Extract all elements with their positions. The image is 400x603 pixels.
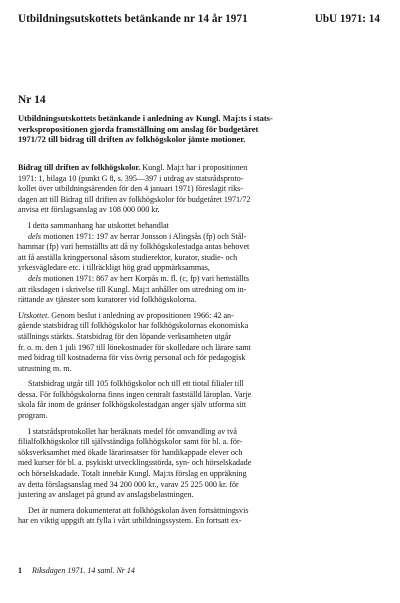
paragraph-line: kollet över utbildningsärenden för den 4 januari 1971) föreslagit riks- [18,184,243,194]
paragraph-line [18,232,382,243]
paragraph-line: rättande av tjänster som kuratorer vid folkhögskolorna. [18,295,197,305]
report-number: Nr 14 [18,94,46,106]
paragraph-line: ställnings stärkts. Statsbidrag för den löpande verksamheten utgår [18,331,232,341]
line-text: Kungl. Maj:t har i propositionen [140,163,248,172]
running-header-code: UbU 1971: 14 [314,13,380,25]
paragraph-line: utrustning m. m. [18,363,72,373]
paragraph-protocol [18,427,382,501]
paragraph-line: gående statsbidrag till folkhögskolor har folkhögskolornas ekonomiska [18,321,249,331]
paragraph-line: Det är numera dokumenterat att folkhögskolan även fortsättningsvis [28,505,249,515]
line-text: motionen 1971: 197 av herrar Jonsson i Alingsås (fp) och Stål- [41,231,247,241]
paragraph-line [18,274,382,285]
intro-line: verkspropositionen gjorda framställning om anslag för budgetåret [18,123,259,134]
paragraph-line: har en viktig uppgift att fylla i vårt utbildningssystem. En fortsatt ex- [18,516,242,526]
paragraph-line: I detta sammanhang har utskottet behandlat [28,220,169,230]
paragraph-proposal [18,163,382,216]
paragraph-line: filialfolkhögskolor till självständiga folkhögskolor samt för bl. a. för- [18,437,243,447]
paragraph-line: att få anställa kringpersonal såsom studierektor, kurator, studie- och [18,252,238,262]
paragraph-line: dagen att till Bidrag till driften av folkhögskolor för budgetåret 1971/72 [18,194,251,204]
dels-word: dels [28,273,42,283]
paragraph-line: I statsrådsprotokollet har beräknats medel för omvandling av två [28,426,238,436]
paragraph-motions [18,221,382,306]
paragraph-committee [18,311,382,375]
paragraph-line: justering av anslaget på grund av anslagsbelastningen. [18,490,194,500]
paragraph-line: med bidrag till kostnaderna för viss övrig personal och för pedagogisk [18,353,246,363]
intro-line: Utbildningsutskottets betänkande i anledning av Kungl. Maj:ts i stats- [18,113,273,123]
paragraph-line: och hörselskadade. Totalt innebär Kungl. Maj:ts förslag en uppräkning [18,469,247,479]
section-lead: Utskottet. [18,310,50,320]
report-intro [18,113,380,145]
paragraph-line: skola får inom de gränser folkhögskolestadgan anger själv utforma sitt [18,400,247,410]
paragraph-line: program. [18,411,48,421]
paragraph-line: av detta förslagsanslag med 34 200 000 kr., varav 25 225 000 kr. för [18,479,239,489]
body-text [18,163,382,527]
paragraph-line [18,311,382,322]
paragraph-documented [18,506,382,527]
page-footer [18,566,135,575]
intro-line: 1971/72 till bidrag till driften av folkhögskolor jämte motioner. [18,134,246,145]
paragraph-line: anvisa ett förslagsanslag av 108 000 000 kr. [18,205,160,215]
dels-word: dels [28,231,42,241]
paragraph-line [18,163,382,174]
paragraph-line: dessa. För folkhögskolorna finns ingen centralt fastställd läroplan. Varje [18,389,252,399]
paragraph-line: söksverksamhet med ökade lärarinsatser för handikappade elever och [18,447,243,457]
paragraph-line: yrkesvägledare etc. i tillräckligt hög grad uppmärksammas, [18,263,210,273]
page-number: 1 [18,566,22,575]
paragraph-line: Statsbidrag utgår till 105 folkhögskolor och till ett tiotal filialer till [28,379,244,389]
line-text: motionen 1971: 867 av herr Korpås m. fl. (c, fp) vari hemställts [41,273,249,283]
paragraph-line: hammar (fp) vari hemställts att då ny folkhögskolestadga antas behovet [18,242,250,252]
line-text: Genom beslut i anledning av propositionen 1966: 42 an- [49,310,234,320]
paragraph-grants [18,379,382,421]
paragraph-line: 1971: 1, bilaga 10 (punkt G 8, s. 395—397 i utdrag av statsrådsproto- [18,173,244,183]
paragraph-line: att riksdagen i skrivelse till Kungl. Maj:t anhåller om utredning om in- [18,284,247,294]
paragraph-line: med kurser för bl. a. psykiskt utvecklingsstörda, syn- och hörselskadade [18,458,252,468]
paragraph-line: fr. o. m. den 1 juli 1967 till lönekostnader för skolledare och lärare samt [18,342,251,352]
footer-reference: Riksdagen 1971. 14 saml. Nr 14 [32,566,135,575]
section-lead: Bidrag till driften av folkhögskolor. [18,163,141,172]
running-header-title: Utbildningsutskottets betänkande nr 14 år 1971 [18,13,248,25]
